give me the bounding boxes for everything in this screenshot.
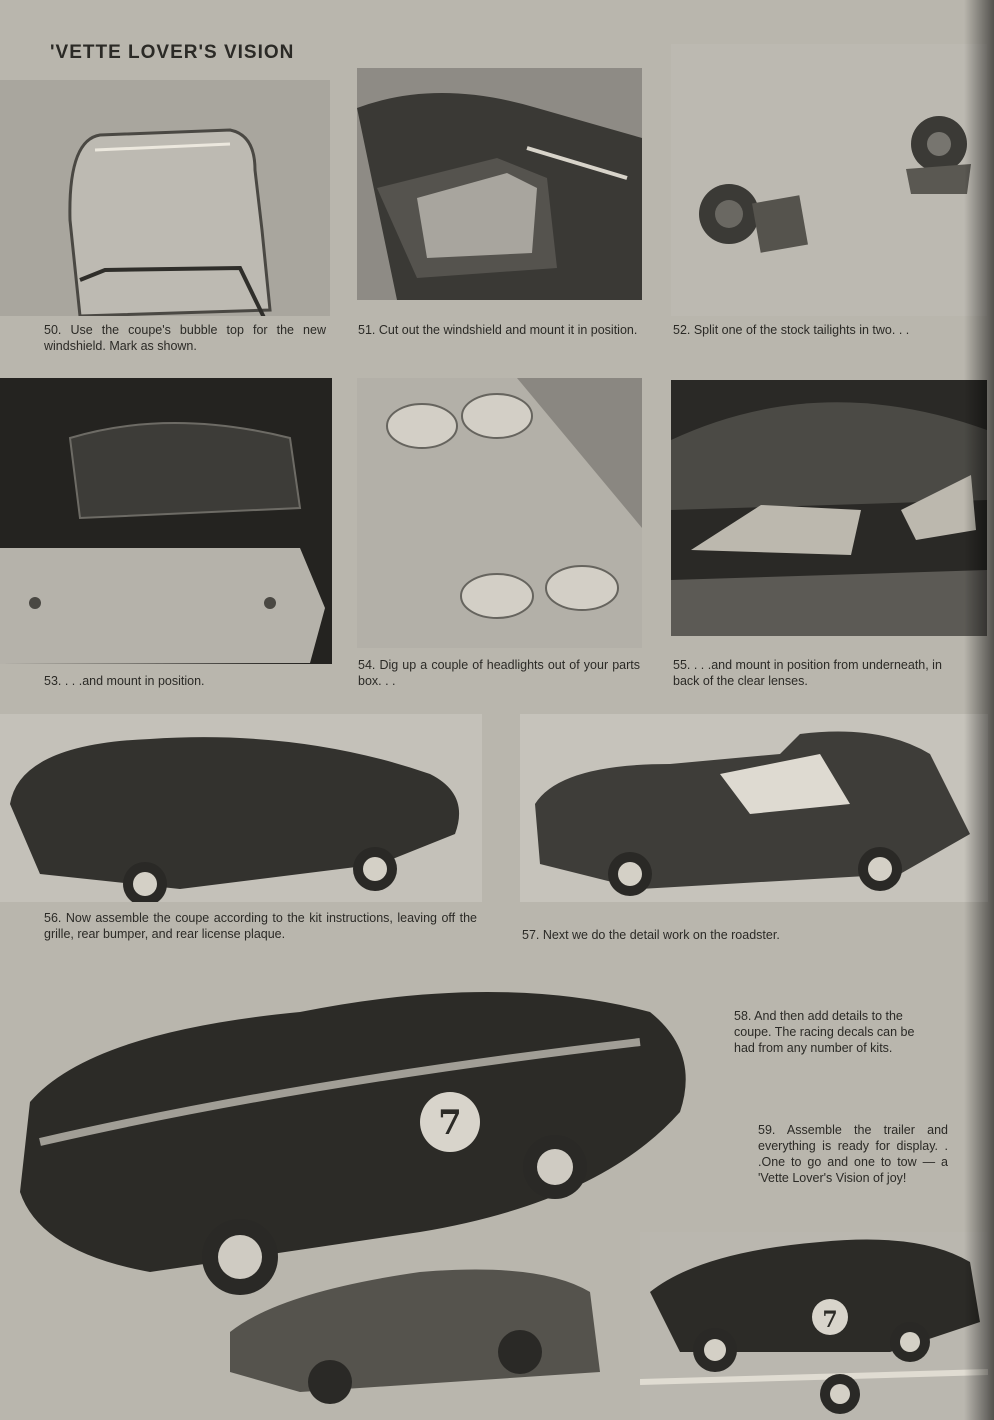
photo-57-roadster [520,714,988,902]
photo-56-coupe-assembled [0,714,482,902]
photo-51-body-windshield [357,68,642,300]
photo-52-taillight [671,44,987,316]
caption-57: 57. Next we do the detail work on the roadster. [522,928,780,942]
photo-50-windshield-bubble [0,80,330,316]
caption-59: 59. Assemble the trailer and everything is ready for display. . .One to go and one to tow — a 'Vette Lover's Vision of joy! [758,1123,948,1185]
caption-51: 51. Cut out the windshield and mount it in position. [358,323,638,337]
photo-59-trailer [640,1232,988,1420]
decal-number-7: 7 [438,1103,462,1143]
photo-54-headlights [357,378,642,648]
photo-53-rear-plate [0,378,332,664]
caption-58: 58. And then add details to the coupe. The racing decals can be had from any number of kits. [734,1009,915,1055]
photo-55-front-mounted [671,380,987,636]
page-edge-shadow [964,0,994,1420]
caption-53: 53. . . .and mount in position. [44,674,205,688]
page-title: 'VETTE LOVER'S VISION [50,42,295,63]
caption-56: 56. Now assemble the coupe according to the kit instructions, leaving off the grille, rear bumper, and rear license plaque. [44,911,477,941]
caption-54: 54. Dig up a couple of headlights out of your parts box. . . [358,658,640,688]
caption-52: 52. Split one of the stock tailights in two. . . [673,323,910,337]
caption-55: 55. . . .and mount in position from underneath, in back of the clear lenses. [673,658,942,688]
photo-58-coupe-racing [0,972,740,1420]
trailer-decal-number-7: 7 [822,1307,838,1333]
caption-50: 50. Use the coupe's bubble top for the new windshield. Mark as shown. [44,323,326,353]
